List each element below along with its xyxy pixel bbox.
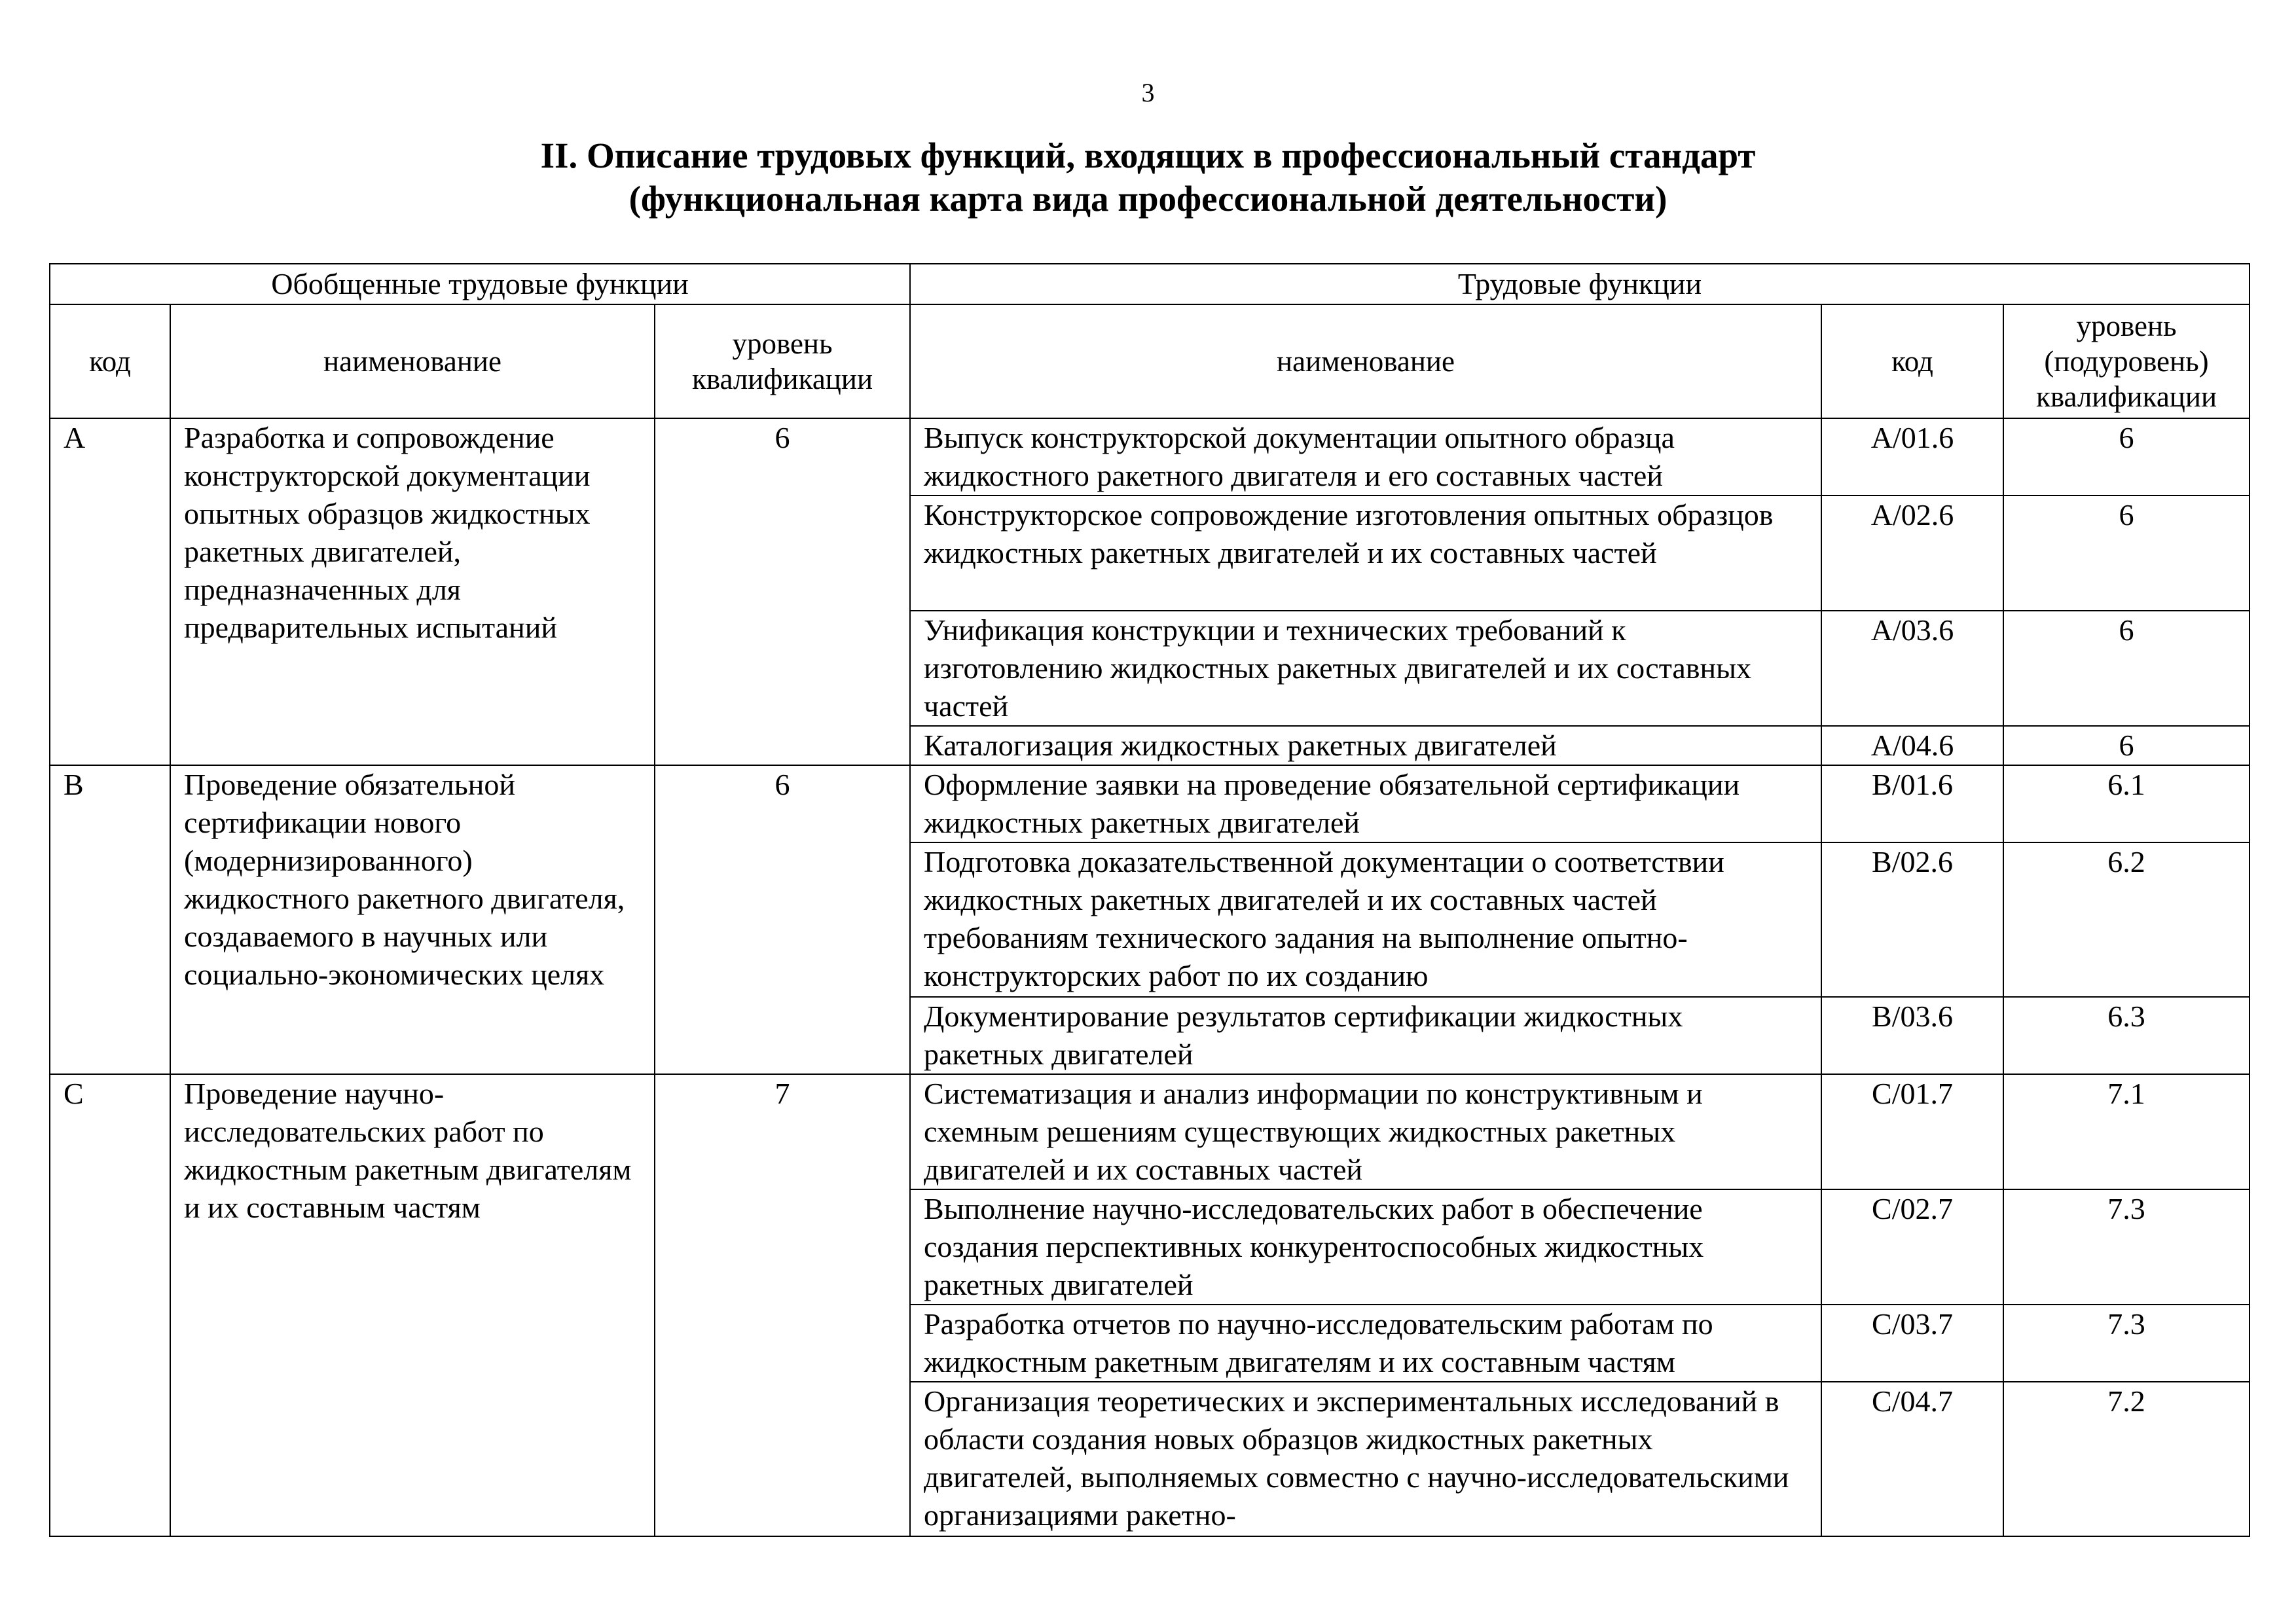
function-name: Каталогизация жидкостных ракетных двигателей	[910, 726, 1821, 765]
table-row	[50, 765, 2250, 842]
group-code: C	[50, 1074, 170, 1536]
group-name: Разработка и сопровождение конструкторской документации опытных образцов жидкостных ракетных двигателей, предназначенных для предварительных испытаний	[170, 418, 655, 765]
function-level: 6.1	[2003, 765, 2250, 842]
function-name: Конструкторское сопровождение изготовления опытных образцов жидкостных ракетных двигателей и их составных частей	[910, 496, 1821, 611]
group-level: 6	[655, 418, 910, 765]
group-code: B	[50, 765, 170, 1074]
functional-map-table	[49, 263, 2250, 1537]
title-line-1: II. Описание трудовых функций, входящих в профессиональный стандарт	[540, 135, 1756, 175]
table-row	[50, 1074, 2250, 1189]
function-name: Выпуск конструкторской документации опытного образца жидкостного ракетного двигателя и его составных частей	[910, 418, 1821, 496]
group-level: 6	[655, 765, 910, 1074]
function-name: Разработка отчетов по научно-исследовательским работам по жидкостным ракетным двигателям и их составным частям	[910, 1305, 1821, 1382]
header-generalized-functions: Обобщенные трудовые функции	[50, 264, 910, 304]
header-function-name: наименование	[910, 304, 1821, 418]
function-code: B/03.6	[1821, 997, 2003, 1074]
function-level: 6	[2003, 418, 2250, 496]
group-name: Проведение научно-исследовательских работ по жидкостным ракетным двигателям и их составным частям	[170, 1074, 655, 1536]
function-code: C/03.7	[1821, 1305, 2003, 1382]
function-level: 7.2	[2003, 1382, 2250, 1536]
function-name: Подготовка доказательственной документации о соответствии жидкостных ракетных двигателей и их составных частей требованиям технического задания на выполнение опытно-конструкторских работ по их созданию	[910, 842, 1821, 997]
function-name: Систематизация и анализ информации по конструктивным и схемным решениям существующих жидкостных ракетных двигателей и их составных частей	[910, 1074, 1821, 1189]
header-labor-functions: Трудовые функции	[910, 264, 2250, 304]
function-code: B/02.6	[1821, 842, 2003, 997]
function-code: A/04.6	[1821, 726, 2003, 765]
function-code: B/01.6	[1821, 765, 2003, 842]
function-level: 7.3	[2003, 1305, 2250, 1382]
function-code: C/04.7	[1821, 1382, 2003, 1536]
function-level: 6	[2003, 611, 2250, 726]
page-title	[0, 134, 2296, 221]
function-name: Документирование результатов сертификации жидкостных ракетных двигателей	[910, 997, 1821, 1074]
page-number: 3	[1141, 78, 1155, 107]
function-level: 6.2	[2003, 842, 2250, 997]
function-code: C/02.7	[1821, 1189, 2003, 1305]
function-code: A/02.6	[1821, 496, 2003, 611]
group-level: 7	[655, 1074, 910, 1536]
group-code: A	[50, 418, 170, 765]
function-level: 7.1	[2003, 1074, 2250, 1189]
group-name: Проведение обязательной сертификации нового (модернизированного) жидкостного ракетного двигателя, создаваемого в научных или социально-экономических целях	[170, 765, 655, 1074]
function-code: C/01.7	[1821, 1074, 2003, 1189]
title-line-2: (функциональная карта вида профессиональной деятельности)	[629, 179, 1667, 219]
header-function-level: уровень (подуровень) квалификации	[2003, 304, 2250, 418]
header-code: код	[50, 304, 170, 418]
table-row	[50, 418, 2250, 496]
header-level: уровень квалификации	[655, 304, 910, 418]
function-code: A/03.6	[1821, 611, 2003, 726]
header-function-code: код	[1821, 304, 2003, 418]
function-name: Унификация конструкции и технических требований к изготовлению жидкостных ракетных двигателей и их составных частей	[910, 611, 1821, 726]
function-level: 6	[2003, 726, 2250, 765]
function-level: 6.3	[2003, 997, 2250, 1074]
function-code: A/01.6	[1821, 418, 2003, 496]
function-name: Оформление заявки на проведение обязательной сертификации жидкостных ракетных двигателей	[910, 765, 1821, 842]
function-level: 6	[2003, 496, 2250, 611]
header-name: наименование	[170, 304, 655, 418]
function-name: Организация теоретических и экспериментальных исследований в области создания новых образцов жидкостных ракетных двигателей, выполняемых совместно с научно-исследовательскими организациями ракетно-	[910, 1382, 1821, 1536]
function-level: 7.3	[2003, 1189, 2250, 1305]
function-name: Выполнение научно-исследовательских работ в обеспечение создания перспективных конкурентоспособных жидкостных ракетных двигателей	[910, 1189, 1821, 1305]
